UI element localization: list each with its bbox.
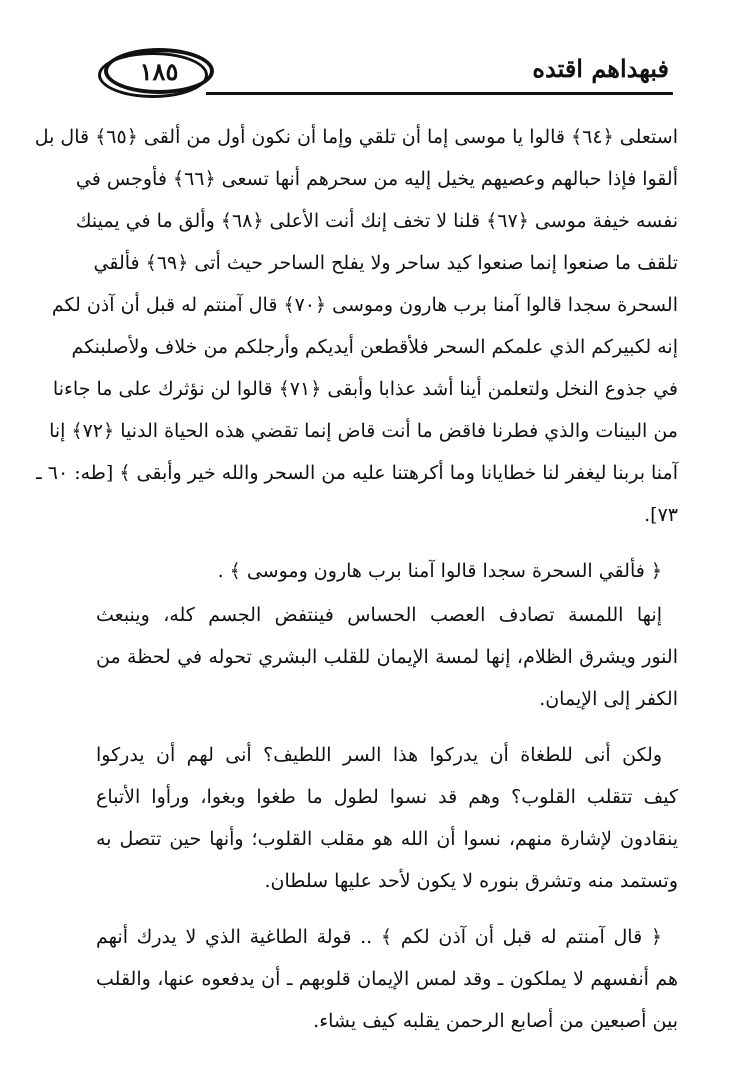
passage-line: ٧٣]. xyxy=(644,504,678,526)
paragraph-line: هم أنفسهم لا يملكون ـ وقد لمس الإيمان قلوبهم ـ أن يدفعوه عنها، والقلب xyxy=(96,968,678,990)
quran-passage xyxy=(34,116,678,536)
paragraph-line: إنها اللمسة تصادف العصب الحساس فينتفض الجسم كله، وينبعث xyxy=(96,604,662,626)
passage-line: نفسه خيفة موسى ﴿٦٧﴾ قلنا لا تخف إنك أنت الأعلى ﴿٦٨﴾ وألق ما في يمينك xyxy=(75,210,678,232)
paragraph-line: كيف تتقلب القلوب؟ وهم قد نسوا لطول ما طغوا وبغوا، ورأوا الأتباع xyxy=(96,786,678,808)
paragraph-line: النور ويشرق الظلام، إنها لمسة الإيمان للقلب البشري تحوله في لحظة من xyxy=(96,646,678,668)
page-header xyxy=(96,40,673,110)
paragraph-line: ولكن أنى للطغاة أن يدركوا هذا السر اللطيف؟ أنى لهم أن يدركوا xyxy=(96,744,662,766)
passage-line: السحرة سجدا قالوا آمنا برب هارون وموسى ﴿٧٠﴾ قال آمنتم له قبل أن آذن لكم xyxy=(51,294,678,316)
header-rule xyxy=(206,92,673,95)
passage-line: تلقف ما صنعوا إنما صنعوا كيد ساحر ولا يفلح الساحر حيث أتى ﴿٦٩﴾ فألقي xyxy=(93,252,678,274)
paragraph-2 xyxy=(96,734,678,902)
passage-line: إنه لكبيركم الذي علمكم السحر فلأقطعن أيديكم وأرجلكم من خلاف ولأصلبنكم xyxy=(71,336,678,358)
paragraph-3 xyxy=(96,916,678,1042)
passage-line: في جذوع النخل ولتعلمن أينا أشد عذابا وأبقى ﴿٧١﴾ قالوا لن نؤثرك على ما جاءنا xyxy=(52,378,678,400)
passage-line: استعلى ﴿٦٤﴾ قالوا يا موسى إما أن تلقي وإما أن نكون أول من ألقى ﴿٦٥﴾ قال بل xyxy=(34,126,678,148)
passage-line: من البينات والذي فطرنا فاقض ما أنت قاض إنما تقضي هذه الحياة الدنيا ﴿٧٢﴾ إنا xyxy=(49,420,678,442)
paragraph-1 xyxy=(96,594,678,720)
paragraph-line: بين أصبعين من أصابع الرحمن يقلبه كيف يشاء. xyxy=(313,1010,678,1032)
passage-line: آمنا بربنا ليغفر لنا خطايانا وما أكرهتنا عليه من السحر والله خير وأبقى ﴾ [طه: ٦٠ ـ xyxy=(36,462,678,484)
paragraph-line: ينقادون لإشارة منهم، نسوا أن الله هو مقلب القلوب؛ وأنها حين تتصل به xyxy=(96,828,678,850)
paragraph-line: ﴿ قال آمنتم له قبل أن آذن لكم ﴾ .. قولة الطاغية الذي لا يدرك أنهم xyxy=(96,926,662,948)
passage-line: ألقوا فإذا حبالهم وعصيهم يخيل إليه من سحرهم أنها تسعى ﴿٦٦﴾ فأوجس في xyxy=(75,168,678,190)
page-body xyxy=(34,116,678,1042)
page-number: ١٨٥ xyxy=(104,48,214,94)
quote-fa-alqi: ﴿ فألقي السحرة سجدا قالوا آمنا برب هارون وموسى ﴾ . xyxy=(217,560,662,582)
running-title: فبهداهم اقتده xyxy=(532,54,669,83)
paragraph-line: الكفر إلى الإيمان. xyxy=(539,688,678,710)
paragraph-line: وتستمد منه وتشرق بنوره لا يكون لأحد عليها سلطان. xyxy=(264,870,678,892)
